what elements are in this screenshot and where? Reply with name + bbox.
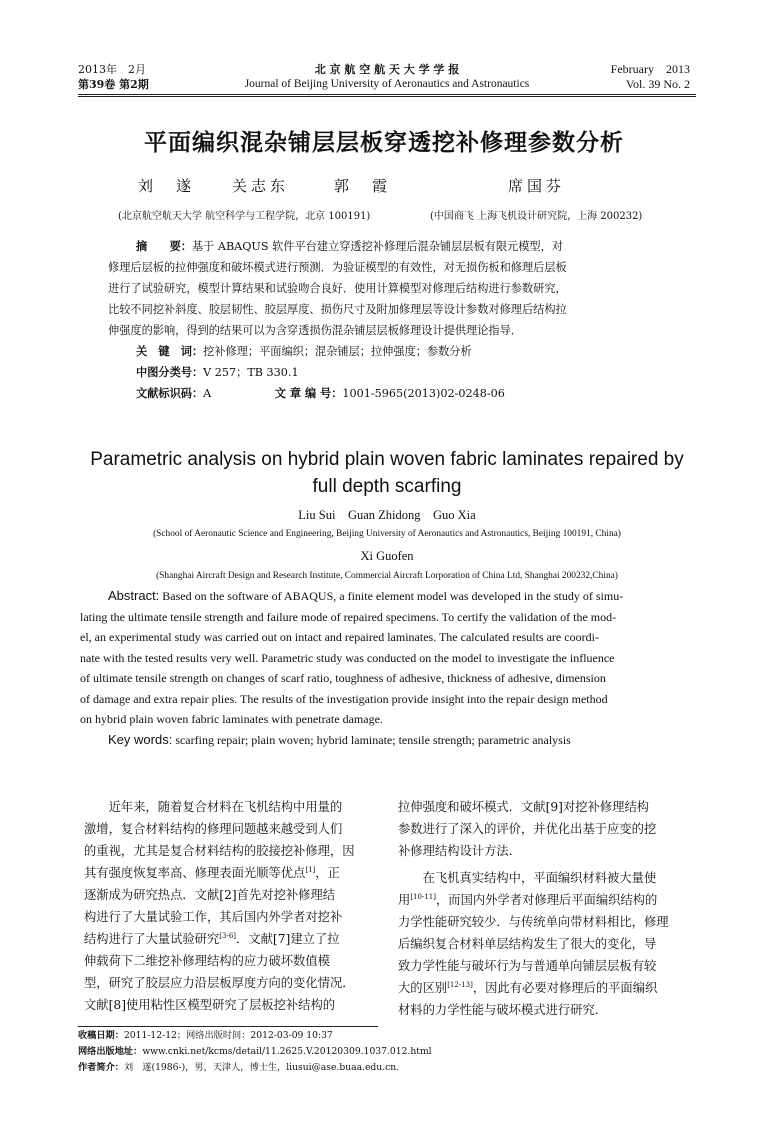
abstract-en-line: el, an experimental study was carried out on intact and repaired laminates. The calculated results are coordi- <box>80 630 599 644</box>
body-line: 大的区别 <box>398 981 448 995</box>
footnote-text: 刘 遂(1986-)，男，天津人，博士生，liusui@ase.buaa.edu.cn. <box>123 1062 400 1073</box>
paper-title-en: Parametric analysis on hybrid plain woven fabric laminates repaired by full depth scarfing <box>90 449 684 497</box>
citation-ref: [12-13] <box>447 980 473 989</box>
body-line: 致力学性能与破坏行为与普通单向铺层层板有较 <box>398 959 657 973</box>
abstract-cn-line: 基于 ABAQUS 软件平台建立穿透挖补修理后混杂铺层层板有限元模型，对 <box>191 240 563 253</box>
authors-en-2: Xi Guofen <box>360 549 414 563</box>
body-line: 其有强度恢复率高、修理表面光顺等优点 <box>84 866 306 880</box>
footnote-label: 网络出版地址： <box>78 1046 143 1057</box>
body-line: 力学性能研究较少．与传统单向带材料相比，修理 <box>398 915 669 929</box>
clc-number: V 257；TB 330.1 <box>203 366 299 379</box>
body-line: 文献[8]使用粘性区模型研究了层板挖补结构的 <box>84 998 336 1012</box>
journal-name-en: Journal of Beijing University of Aeronautics and Astronautics <box>244 78 530 90</box>
abstract-en-line: lating the ultimate tensile strength and failure mode of repaired specimens. To certify the validation of the mod- <box>80 609 617 624</box>
author-cn-3: 郭 霞 <box>334 177 392 195</box>
abstract-cn-line: 伸强度的影响，得到的结果可以为含穿透损伤混杂铺层层板修理设计提供理论指导． <box>108 324 522 337</box>
citation-ref: [1] <box>305 865 316 874</box>
body-line: 逐渐成为研究热点．文献[2]首先对挖补修理结 <box>84 888 336 902</box>
abstract-en-line: of ultimate tensile strength on changes of scarf ratio, toughness of adhesive, thickness of adhesive, dimension <box>80 671 606 685</box>
header-right <box>611 62 690 92</box>
keywords-en: scarfing repair; plain woven; hybrid laminate; tensile strength; parametric analysis <box>175 732 571 747</box>
header-center <box>78 62 696 92</box>
footnote-received <box>78 1029 333 1043</box>
author-cn-2: 关志东 <box>232 177 290 195</box>
footnote-author-bio <box>78 1061 399 1075</box>
author-cn-4: 席国芬 <box>508 177 566 195</box>
body-line: 近年来，随着复合材料在飞机结构中用量的 <box>108 800 343 814</box>
header-rule <box>78 94 696 95</box>
body-line: 补修理结构设计方法． <box>398 844 521 858</box>
abstract-en-line: of damage and extra repair plies. The results of the investigation provide insight into the repair design method <box>80 691 608 706</box>
affiliation-cn-1: (北京航空航天大学 航空科学与工程学院，北京 100191) <box>118 211 371 222</box>
affiliation-en-2: (Shanghai Aircraft Design and Research Institute, Commercial Aircraft Lorporation of China Ltd, Shanghai 200232,China) <box>156 571 618 581</box>
body-line: 构进行了大量试验工作，其后国内外学者对挖补 <box>84 910 343 924</box>
keywords-en-label: Key words: <box>108 731 173 747</box>
body-line: 在飞机真实结构中，平面编织材料被大量使 <box>422 871 657 885</box>
body-column-right <box>398 796 690 1021</box>
abstract-cn-line: 修理后层板的拉伸强度和破坏模式进行预测．为验证模型的有效性，对无损伤板和修理后层板 <box>108 261 567 274</box>
abstract-en-label: Abstract: <box>108 588 160 603</box>
footnote-text: 2011-12-12；网络出版时间：2012-03-09 10:37 <box>123 1030 333 1041</box>
footnote-rule <box>78 1026 378 1027</box>
citation-ref: [10-11] <box>410 892 436 901</box>
affiliation-en-1: (School of Aeronautic Science and Engineering, Beijing University of Aeronautics and Astronautics, Beijing 100191, China) <box>153 529 621 539</box>
body-line: 伸载荷下二维挖补修理结构的应力破坏数值模 <box>84 954 330 968</box>
volume-cn: 第39卷 第2期 <box>78 78 149 91</box>
body-line: 的重视，尤其是复合材料结构的胶接挖补修理，因 <box>84 844 355 858</box>
body-line-tail: ，正 <box>315 866 340 880</box>
doc-code: A <box>203 387 212 400</box>
journal-name-cn: 北 京 航 空 航 天 大 学 学 报 <box>314 63 460 76</box>
body-line: 参数进行了深入的评价，并优化出基于应变的挖 <box>398 822 657 836</box>
doc-code-label: 文献标识码： <box>136 387 204 400</box>
article-no-label: 文 章 编 号： <box>274 387 343 400</box>
body-line: 材料的力学性能与破坏模式进行研究． <box>398 1003 608 1017</box>
keywords-cn-label: 关 键 词： <box>136 345 204 358</box>
body-line: 后编织复合材料单层结构发生了很大的变化，导 <box>398 937 657 951</box>
body-line-tail: ．文献[7]建立了拉 <box>236 932 340 946</box>
paper-title-cn: 平面编织混杂铺层层板穿透挖补修理参数分析 <box>144 130 624 156</box>
footnote-text: www.cnki.net/kcms/detail/11.2625.V.20120309.1037.012.html <box>142 1046 432 1057</box>
body-line: 用 <box>398 893 411 907</box>
abstract-cn-label: 摘 要： <box>136 240 192 253</box>
body-line: 拉伸强度和破坏模式．文献[9]对挖补修理结构 <box>398 800 650 814</box>
abstract-en-line: on hybrid plain woven fabric laminates with penetrate damage. <box>80 712 383 726</box>
article-no: 1001-5965(2013)02-0248-06 <box>342 387 505 400</box>
issue-date-cn: 2013年 2月 <box>78 63 146 76</box>
authors-en-1: Liu Sui Guan Zhidong Guo Xia <box>298 508 476 522</box>
issue-date-en: February 2013 <box>610 62 690 76</box>
volume-en: Vol. 39 No. 2 <box>625 77 690 91</box>
body-line: 型，研究了胶层应力沿层板厚度方向的变化情况． <box>84 976 355 990</box>
body-line-tail: ，而国内外学者对修理后平面编织结构的 <box>435 893 658 907</box>
abstract-cn <box>108 236 668 404</box>
abstract-en-line: nate with the tested results very well. Parametric study was conducted on the model to investigate the influence <box>80 650 615 665</box>
keywords-cn: 挖补修理；平面编织；混杂铺层；拉伸强度；参数分析 <box>203 345 472 358</box>
clc-label: 中图分类号： <box>136 366 204 379</box>
header-rule-2 <box>78 96 696 97</box>
footnote-online-url <box>78 1045 432 1059</box>
abstract-cn-line: 进行了试验研究，模型计算结果和试验吻合良好．使用计算模型对修理后结构进行参数研究， <box>108 282 567 295</box>
author-cn-1: 刘 遂 <box>138 177 196 195</box>
abstract-cn-line: 比较不同挖补斜度、胶层韧性、胶层厚度、损伤尺寸及附加修理层等设计参数对修理后结构拉 <box>108 303 567 316</box>
abstract-en <box>80 586 692 750</box>
abstract-en-line: Based on the software of ABAQUS, a finite element model was developed in the study of simu- <box>162 589 624 603</box>
body-line: 结构进行了大量试验研究 <box>84 932 220 946</box>
body-column-left <box>84 796 376 1016</box>
footnote-label: 收稿日期： <box>78 1030 124 1041</box>
affiliation-cn-2: (中国商飞 上海飞机设计研究院，上海 200232) <box>430 211 643 222</box>
citation-ref: [3-6] <box>219 931 237 940</box>
footnote-label: 作者简介： <box>78 1062 124 1073</box>
body-line-tail: ，因此有必要对修理后的平面编织 <box>472 981 658 995</box>
body-line: 激增，复合材料结构的修理问题越来越受到人们 <box>84 822 343 836</box>
